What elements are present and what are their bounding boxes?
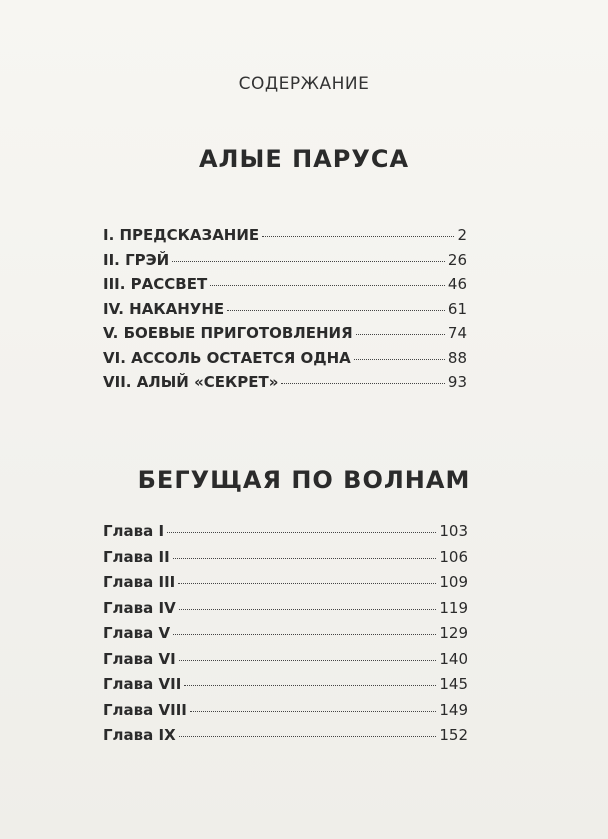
- dot-leader: [210, 285, 445, 286]
- dot-leader: [179, 609, 437, 610]
- book-title-scarlet-sails: АЛЫЕ ПАРУСА: [198, 145, 410, 173]
- page-number: 93: [447, 373, 467, 391]
- chapter-title: I. ПРЕДСКАЗАНИЕ: [103, 226, 260, 244]
- chapter-title: VII. АЛЫЙ «СЕКРЕТ»: [103, 373, 279, 391]
- chapter-title: VI. АССОЛЬ ОСТАЕТСЯ ОДНА: [103, 348, 351, 367]
- toc-entry: [103, 251, 467, 276]
- chapter-title: Глава I: [103, 522, 165, 540]
- chapter-title: Глава IV: [103, 598, 176, 617]
- toc-entry: [103, 300, 467, 325]
- chapter-title: Глава IX: [103, 726, 176, 744]
- page-number: 74: [447, 324, 467, 342]
- toc-entry: [103, 624, 468, 650]
- page-number: 88: [447, 348, 467, 367]
- toc-entry: [103, 599, 468, 625]
- toc-entry: [103, 373, 467, 398]
- dot-leader: [190, 711, 437, 712]
- page-number: 26: [447, 250, 467, 269]
- dot-leader: [178, 583, 436, 584]
- dot-leader: [184, 685, 436, 686]
- page-number: 145: [439, 675, 468, 693]
- page-number: 129: [439, 624, 468, 642]
- dot-leader: [262, 236, 454, 237]
- chapter-title: Глава VII: [103, 675, 182, 693]
- chapter-title: Глава VI: [103, 649, 176, 668]
- dot-leader: [227, 310, 445, 311]
- chapter-title: Глава VIII: [103, 700, 187, 719]
- toc-heading: СОДЕРЖАНИЕ: [238, 74, 370, 94]
- chapter-title: Глава III: [103, 573, 176, 591]
- chapter-title: Глава V: [103, 624, 171, 642]
- page-number: 140: [439, 649, 468, 668]
- dot-leader: [173, 558, 437, 559]
- dot-leader: [167, 532, 436, 533]
- toc-entry: [103, 275, 467, 300]
- toc-list-running-on-waves: [103, 522, 468, 752]
- dot-leader: [356, 334, 445, 335]
- page-number: 109: [439, 573, 468, 591]
- toc-entry: [103, 226, 467, 251]
- toc-entry: [103, 573, 468, 599]
- dot-leader: [179, 736, 437, 737]
- page-number: 46: [447, 275, 467, 293]
- chapter-title: II. ГРЭЙ: [103, 250, 170, 269]
- page-number: 61: [447, 299, 467, 318]
- toc-entry: [103, 675, 468, 701]
- page-number: 119: [439, 598, 468, 617]
- dot-leader: [179, 660, 437, 661]
- page-number: 103: [439, 522, 468, 540]
- page-number: 149: [439, 700, 468, 719]
- dot-leader: [173, 634, 436, 635]
- toc-entry: [103, 726, 468, 752]
- dot-leader: [354, 359, 445, 360]
- chapter-title: III. РАССВЕТ: [103, 275, 208, 293]
- book-title-running-on-waves: БЕГУЩАЯ ПО ВОЛНАМ: [137, 466, 471, 494]
- toc-entry: [103, 548, 468, 574]
- dot-leader: [172, 261, 445, 262]
- toc-entry: [103, 324, 467, 349]
- chapter-title: V. БОЕВЫЕ ПРИГОТОВЛЕНИЯ: [103, 324, 353, 342]
- page-number: 152: [439, 726, 468, 744]
- page-number: 2: [457, 226, 467, 244]
- toc-list-scarlet-sails: [103, 226, 467, 398]
- toc-entry: [103, 349, 467, 374]
- page-number: 106: [439, 547, 468, 566]
- chapter-title: Глава II: [103, 547, 170, 566]
- toc-entry: [103, 522, 468, 548]
- toc-entry: [103, 701, 468, 727]
- dot-leader: [281, 383, 444, 384]
- toc-entry: [103, 650, 468, 676]
- chapter-title: IV. НАКАНУНЕ: [103, 299, 225, 318]
